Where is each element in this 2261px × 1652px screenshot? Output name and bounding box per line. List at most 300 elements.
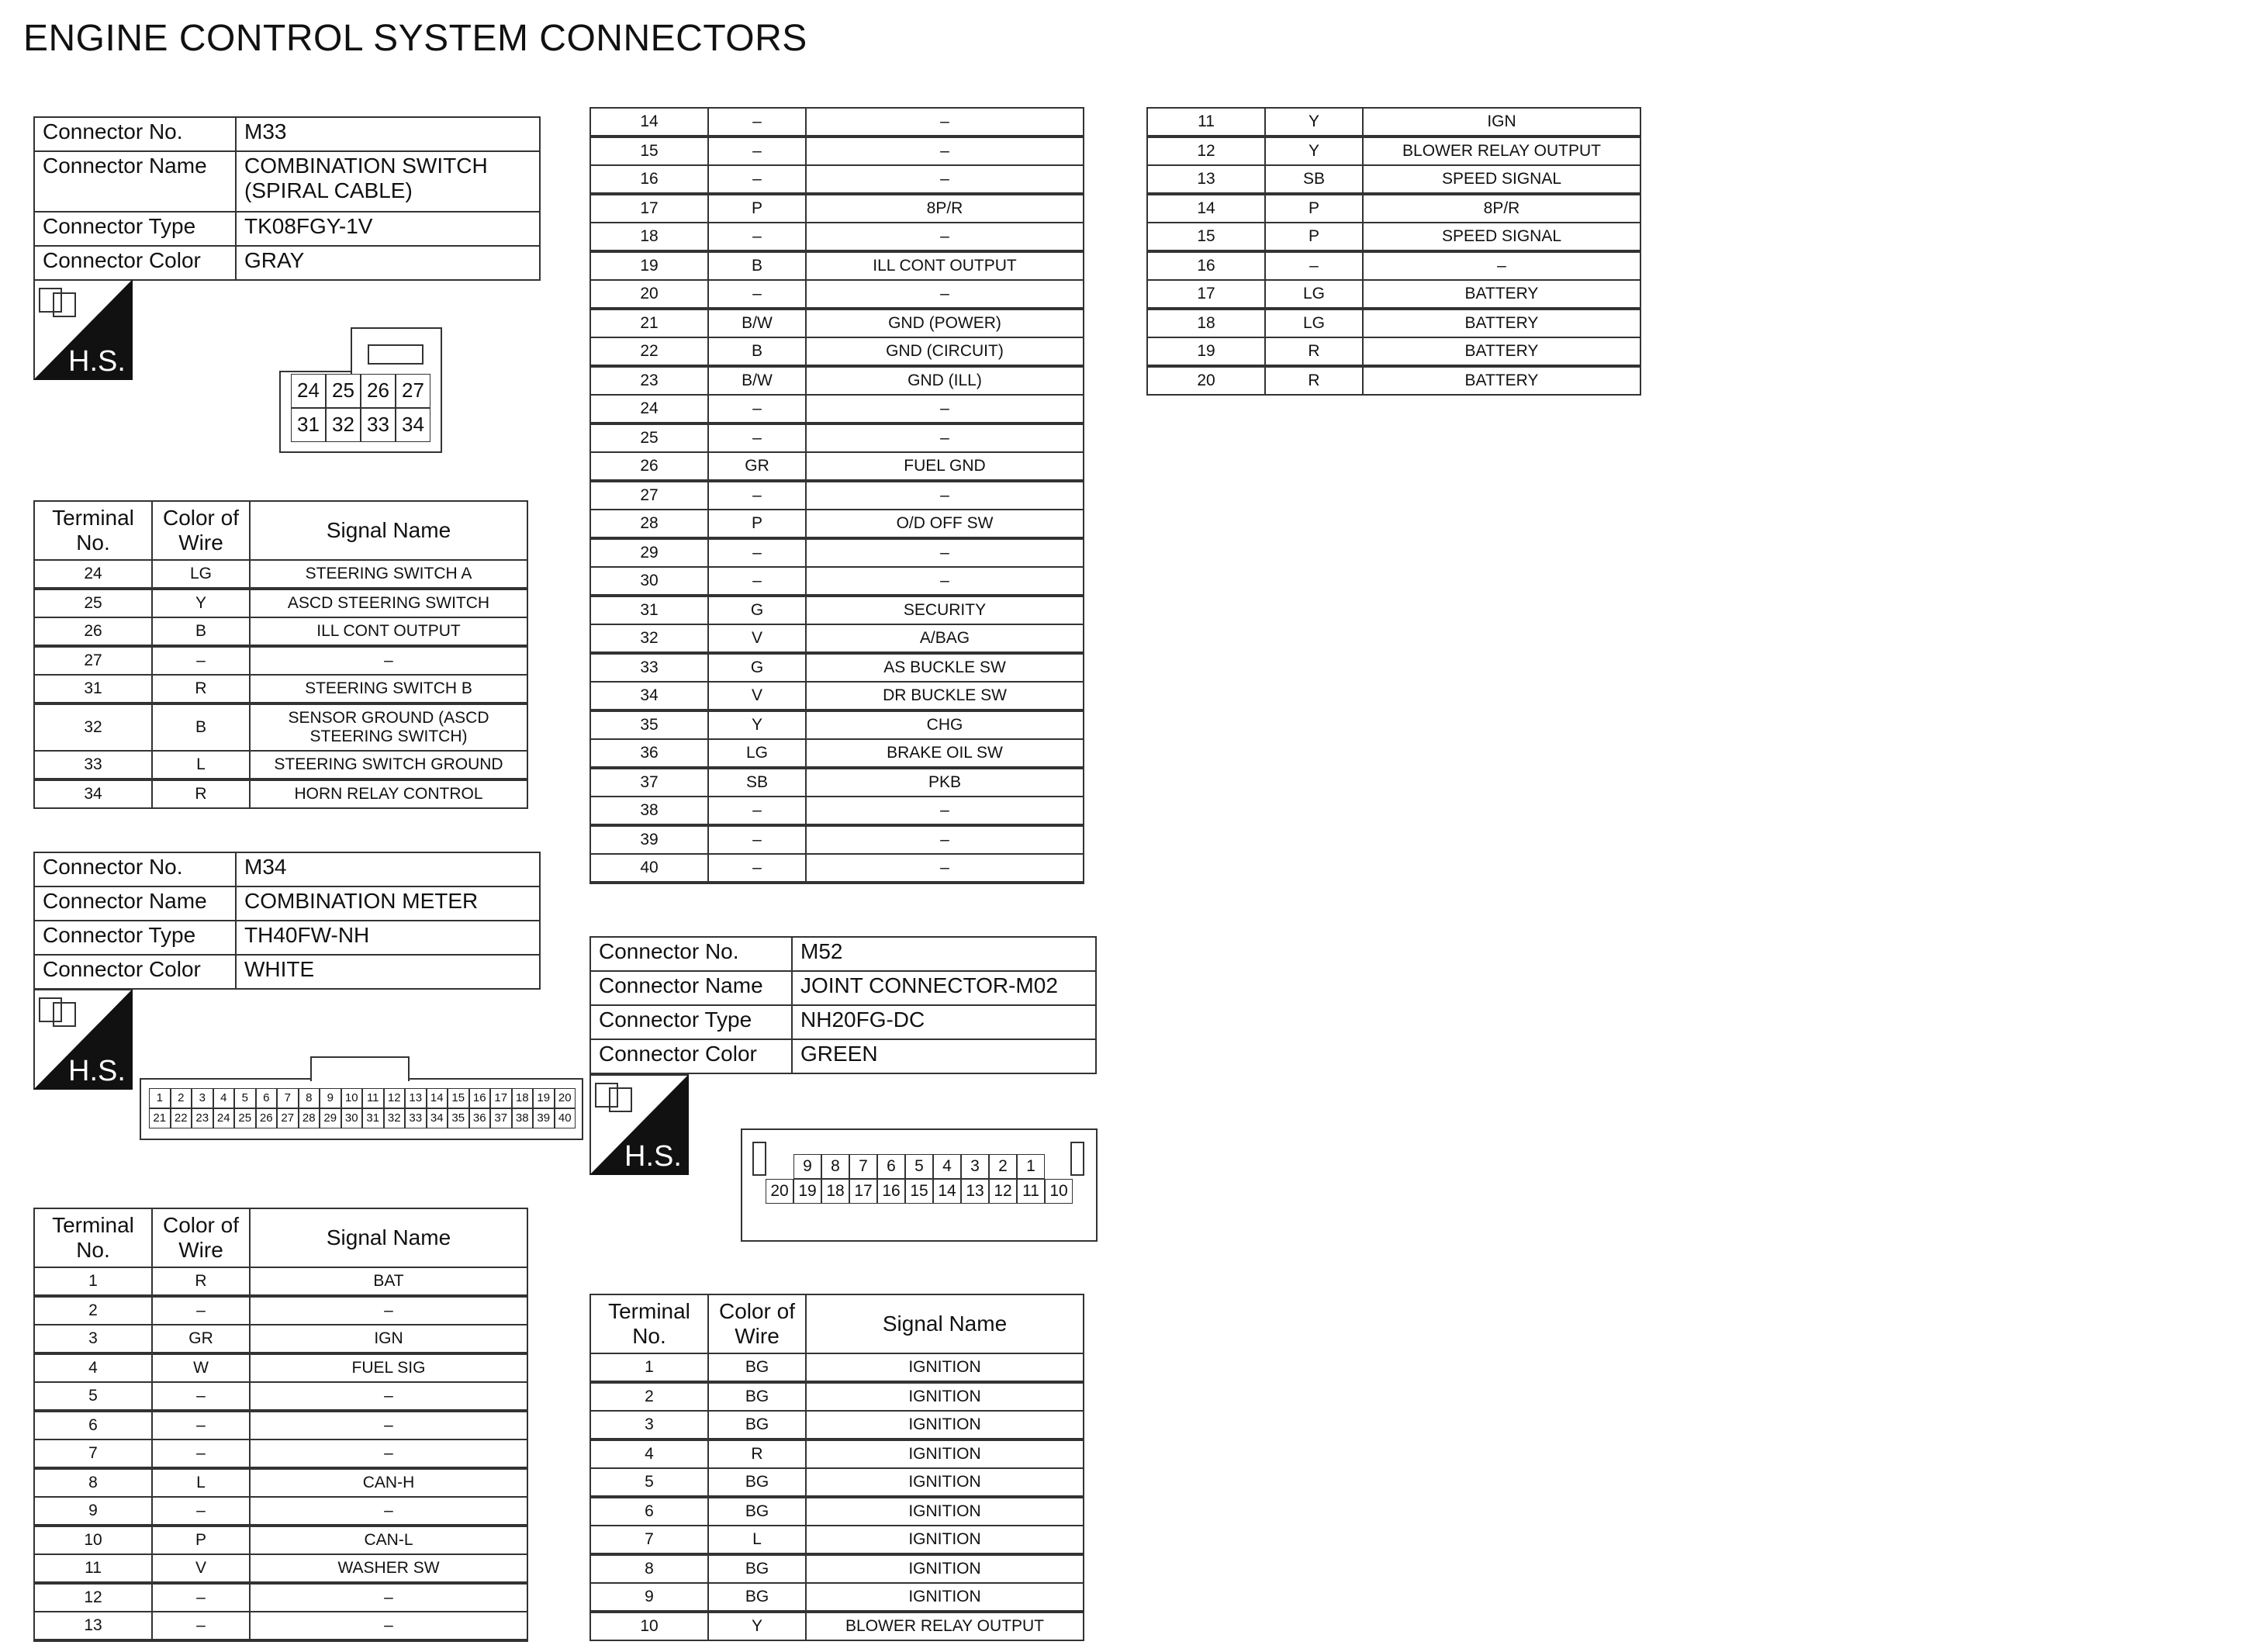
terminal-no: 9 <box>590 1583 708 1612</box>
connector-pin: 10 <box>341 1088 363 1108</box>
wire-color: B <box>708 251 806 280</box>
wire-color: B/W <box>708 309 806 337</box>
terminal-no: 20 <box>590 280 708 309</box>
wire-color: BG <box>708 1497 806 1526</box>
connector-pin: 14 <box>427 1088 448 1108</box>
table-row <box>590 710 1084 739</box>
wire-color: G <box>708 653 806 682</box>
connector-pin: 11 <box>1017 1179 1045 1204</box>
signal-name: – <box>806 423 1084 452</box>
connector-pin: 32 <box>326 408 361 442</box>
table-row <box>1147 337 1640 366</box>
m52-terminal-table-a <box>589 1294 1084 1641</box>
label-connector-type: Connector Type <box>34 921 236 955</box>
table-row <box>1147 309 1640 337</box>
terminal-no: 18 <box>1147 309 1265 337</box>
wire-color: P <box>1265 194 1363 223</box>
header-signal-name: Signal Name <box>250 501 527 560</box>
wire-color: – <box>152 1583 250 1612</box>
signal-name: – <box>806 538 1084 567</box>
wire-color: – <box>152 646 250 675</box>
terminal-no: 36 <box>590 739 708 768</box>
m52-no: M52 <box>792 937 1096 971</box>
m33-latch-window <box>368 344 424 365</box>
signal-name: – <box>250 1612 527 1640</box>
signal-name: STEERING SWITCH GROUND <box>250 751 527 779</box>
wire-color: – <box>708 280 806 309</box>
table-row <box>34 560 527 589</box>
terminal-no: 8 <box>590 1554 708 1583</box>
label-connector-name: Connector Name <box>590 971 792 1005</box>
terminal-no: 18 <box>590 223 708 251</box>
signal-name: IGNITION <box>806 1554 1084 1583</box>
table-row <box>34 1554 527 1583</box>
signal-name: – <box>806 481 1084 510</box>
table-row <box>1147 251 1640 280</box>
connector-pin: 7 <box>849 1154 877 1179</box>
terminal-no: 12 <box>34 1583 152 1612</box>
connector-pin: 20 <box>766 1179 793 1204</box>
connector-pin: 20 <box>555 1088 576 1108</box>
terminal-no: 21 <box>590 309 708 337</box>
connector-pin: 12 <box>384 1088 406 1108</box>
wire-color: R <box>152 1267 250 1296</box>
header-wire-color: Color of Wire <box>152 501 250 560</box>
connector-pin: 16 <box>877 1179 905 1204</box>
table-row <box>1147 223 1640 251</box>
signal-name: CAN-L <box>250 1526 527 1554</box>
signal-name: GND (ILL) <box>806 366 1084 395</box>
terminal-no: 5 <box>34 1382 152 1411</box>
hs-connector-icon <box>33 989 133 1090</box>
wire-color: – <box>152 1439 250 1468</box>
wire-color: B <box>152 617 250 646</box>
m33-name: COMBINATION SWITCH (SPIRAL CABLE) <box>236 151 540 212</box>
terminal-no: 2 <box>34 1296 152 1325</box>
connector-pin: 19 <box>793 1179 821 1204</box>
terminal-no: 26 <box>590 452 708 481</box>
connector-pin: 8 <box>299 1088 320 1108</box>
signal-name: – <box>806 825 1084 854</box>
wire-color: BG <box>708 1353 806 1382</box>
terminal-no: 4 <box>34 1353 152 1382</box>
wire-color: – <box>152 1411 250 1439</box>
connector-pin: 10 <box>1045 1179 1073 1204</box>
wire-color: Y <box>1265 137 1363 165</box>
terminal-no: 15 <box>590 137 708 165</box>
signal-name: SENSOR GROUND (ASCD STEERING SWITCH) <box>250 703 527 751</box>
table-row <box>590 309 1084 337</box>
table-row <box>590 1554 1084 1583</box>
header-wire-color: Color of Wire <box>152 1208 250 1267</box>
m52-guide-right <box>1070 1142 1084 1176</box>
table-row <box>590 337 1084 366</box>
signal-name: SPEED SIGNAL <box>1363 223 1640 251</box>
label-connector-type: Connector Type <box>34 212 236 246</box>
terminal-no: 11 <box>1147 108 1265 137</box>
signal-name: – <box>250 1583 527 1612</box>
wire-color: R <box>152 779 250 808</box>
signal-name: CAN-H <box>250 1468 527 1497</box>
terminal-no: 23 <box>590 366 708 395</box>
connector-pin: 6 <box>256 1088 278 1108</box>
table-row <box>34 703 527 751</box>
terminal-no: 27 <box>590 481 708 510</box>
signal-name: BATTERY <box>1363 337 1640 366</box>
table-row <box>590 538 1084 567</box>
signal-name: O/D OFF SW <box>806 510 1084 538</box>
wire-color: B <box>152 703 250 751</box>
connector-pin: 8 <box>821 1154 849 1179</box>
wire-color: P <box>152 1526 250 1554</box>
terminal-no: 33 <box>34 751 152 779</box>
hs-label: H.S. <box>624 1140 682 1173</box>
connector-pin: 26 <box>256 1108 278 1128</box>
m33-no: M33 <box>236 117 540 151</box>
connector-pin: 5 <box>234 1088 256 1108</box>
terminal-no: 32 <box>34 703 152 751</box>
table-row <box>590 1439 1084 1468</box>
wire-color: SB <box>708 768 806 797</box>
wire-color: R <box>1265 337 1363 366</box>
wire-color: – <box>708 165 806 194</box>
signal-name: BATTERY <box>1363 280 1640 309</box>
signal-name: IGNITION <box>806 1526 1084 1554</box>
connector-pin: 31 <box>362 1108 384 1128</box>
terminal-no: 39 <box>590 825 708 854</box>
signal-name: IGN <box>1363 108 1640 137</box>
connector-pin: 3 <box>192 1088 213 1108</box>
signal-name: BAT <box>250 1267 527 1296</box>
terminal-no: 29 <box>590 538 708 567</box>
table-row <box>590 653 1084 682</box>
header-signal-name: Signal Name <box>806 1294 1084 1353</box>
table-row <box>590 223 1084 251</box>
wire-color: – <box>708 825 806 854</box>
table-row <box>34 1468 527 1497</box>
wire-color: P <box>708 194 806 223</box>
terminal-no: 40 <box>590 854 708 883</box>
signal-name: – <box>806 223 1084 251</box>
signal-name: FUEL SIG <box>250 1353 527 1382</box>
terminal-no: 38 <box>590 797 708 825</box>
table-row <box>590 1411 1084 1439</box>
terminal-no: 32 <box>590 624 708 653</box>
terminal-no: 24 <box>590 395 708 423</box>
connector-pin: 24 <box>213 1108 235 1128</box>
signal-name: IGNITION <box>806 1583 1084 1612</box>
signal-name: IGNITION <box>806 1468 1084 1497</box>
wire-color: Y <box>708 1612 806 1640</box>
table-row <box>34 1583 527 1612</box>
m34-name: COMBINATION METER <box>236 886 540 921</box>
table-row <box>34 779 527 808</box>
table-row <box>590 739 1084 768</box>
header-terminal: Terminal No. <box>34 501 152 560</box>
connector-pin: 34 <box>396 408 430 442</box>
table-row <box>590 1612 1084 1640</box>
terminal-no: 16 <box>590 165 708 194</box>
wire-color: – <box>152 1497 250 1526</box>
wire-color: W <box>152 1353 250 1382</box>
table-row <box>590 452 1084 481</box>
wire-color: Y <box>708 710 806 739</box>
m33-type: TK08FGY-1V <box>236 212 540 246</box>
table-row <box>1147 366 1640 395</box>
connector-pin: 29 <box>320 1108 341 1128</box>
terminal-no: 13 <box>1147 165 1265 194</box>
connector-pin: 4 <box>933 1154 961 1179</box>
table-row <box>590 1382 1084 1411</box>
table-row <box>590 251 1084 280</box>
table-row <box>590 1526 1084 1554</box>
table-row <box>590 137 1084 165</box>
connector-pin: 9 <box>793 1154 821 1179</box>
terminal-no: 17 <box>590 194 708 223</box>
connector-pin: 27 <box>396 374 430 408</box>
terminal-no: 30 <box>590 567 708 596</box>
connector-pin: 4 <box>213 1088 235 1108</box>
wire-color: – <box>152 1296 250 1325</box>
wire-color: L <box>152 751 250 779</box>
table-row <box>34 675 527 703</box>
wire-color: V <box>708 624 806 653</box>
signal-name: BATTERY <box>1363 309 1640 337</box>
m33-terminal-table <box>33 500 528 809</box>
wire-color: R <box>1265 366 1363 395</box>
connector-pin: 9 <box>320 1088 341 1108</box>
terminal-no: 34 <box>34 779 152 808</box>
wire-color: – <box>708 797 806 825</box>
connector-pin: 7 <box>277 1088 299 1108</box>
terminal-no: 14 <box>1147 194 1265 223</box>
table-row <box>34 1353 527 1382</box>
terminal-no: 22 <box>590 337 708 366</box>
signal-name: ILL CONT OUTPUT <box>806 251 1084 280</box>
connector-pin: 11 <box>362 1088 384 1108</box>
label-connector-type: Connector Type <box>590 1005 792 1039</box>
m52-terminal-table-b <box>1146 107 1641 396</box>
table-row <box>590 825 1084 854</box>
connector-pin: 34 <box>427 1108 448 1128</box>
terminal-no: 35 <box>590 710 708 739</box>
signal-name: HORN RELAY CONTROL <box>250 779 527 808</box>
connector-pin: 2 <box>171 1088 192 1108</box>
terminal-no: 37 <box>590 768 708 797</box>
m34-terminal-table-b <box>589 107 1084 884</box>
table-row <box>34 617 527 646</box>
terminal-no: 1 <box>590 1353 708 1382</box>
table-row <box>34 646 527 675</box>
connector-pin: 39 <box>533 1108 555 1128</box>
connector-pin: 16 <box>469 1088 491 1108</box>
wire-color: – <box>152 1612 250 1640</box>
terminal-no: 19 <box>590 251 708 280</box>
wire-color: LG <box>152 560 250 589</box>
wire-color: B/W <box>708 366 806 395</box>
m33-color: GRAY <box>236 246 540 280</box>
connector-pin: 3 <box>961 1154 989 1179</box>
label-connector-name: Connector Name <box>34 886 236 921</box>
table-row <box>590 682 1084 710</box>
table-row <box>34 1497 527 1526</box>
connector-pin: 25 <box>326 374 361 408</box>
signal-name: BLOWER RELAY OUTPUT <box>1363 137 1640 165</box>
m52-guide-left <box>752 1142 766 1176</box>
terminal-no: 4 <box>590 1439 708 1468</box>
signal-name: – <box>806 137 1084 165</box>
connector-pin: 22 <box>171 1108 192 1128</box>
signal-name: BRAKE OIL SW <box>806 739 1084 768</box>
wire-color: – <box>708 567 806 596</box>
signal-name: CHG <box>806 710 1084 739</box>
signal-name: – <box>250 1497 527 1526</box>
wire-color: SB <box>1265 165 1363 194</box>
table-row <box>34 1296 527 1325</box>
connector-pin: 18 <box>821 1179 849 1204</box>
m33-info-table <box>33 116 541 281</box>
wire-color: – <box>708 223 806 251</box>
table-row <box>1147 108 1640 137</box>
hs-connector-icon <box>33 279 133 380</box>
terminal-no: 11 <box>34 1554 152 1583</box>
table-row <box>590 165 1084 194</box>
signal-name: ASCD STEERING SWITCH <box>250 589 527 617</box>
connector-pin: 38 <box>512 1108 534 1128</box>
wire-color: LG <box>1265 309 1363 337</box>
signal-name: – <box>250 1382 527 1411</box>
header-terminal: Terminal No. <box>34 1208 152 1267</box>
connector-pin: 25 <box>234 1108 256 1128</box>
signal-name: IGN <box>250 1325 527 1353</box>
label-connector-color: Connector Color <box>34 955 236 989</box>
m52-name: JOINT CONNECTOR-M02 <box>792 971 1096 1005</box>
signal-name: BATTERY <box>1363 366 1640 395</box>
wire-color: L <box>152 1468 250 1497</box>
wire-color: – <box>708 395 806 423</box>
table-row <box>590 567 1084 596</box>
signal-name: 8P/R <box>1363 194 1640 223</box>
terminal-no: 16 <box>1147 251 1265 280</box>
table-row <box>34 1325 527 1353</box>
connector-pin: 36 <box>469 1108 491 1128</box>
connector-pin: 27 <box>277 1108 299 1128</box>
signal-name: GND (CIRCUIT) <box>806 337 1084 366</box>
connector-pin: 12 <box>989 1179 1017 1204</box>
connector-pin: 23 <box>192 1108 213 1128</box>
label-connector-color: Connector Color <box>590 1039 792 1073</box>
table-row <box>34 589 527 617</box>
signal-name: FUEL GND <box>806 452 1084 481</box>
connector-pin: 32 <box>384 1108 406 1128</box>
wire-color: L <box>708 1526 806 1554</box>
m52-type: NH20FG-DC <box>792 1005 1096 1039</box>
terminal-no: 31 <box>590 596 708 624</box>
terminal-no: 28 <box>590 510 708 538</box>
terminal-no: 31 <box>34 675 152 703</box>
wire-color: – <box>708 538 806 567</box>
terminal-no: 7 <box>590 1526 708 1554</box>
wire-color: R <box>152 675 250 703</box>
wire-color: BG <box>708 1468 806 1497</box>
m34-terminal-table-a <box>33 1208 528 1642</box>
m52-info-table <box>589 936 1097 1074</box>
connector-pin: 13 <box>405 1088 427 1108</box>
wire-color: LG <box>1265 280 1363 309</box>
label-connector-name: Connector Name <box>34 151 236 212</box>
signal-name: DR BUCKLE SW <box>806 682 1084 710</box>
connector-pin: 17 <box>490 1088 512 1108</box>
terminal-no: 26 <box>34 617 152 646</box>
signal-name: GND (POWER) <box>806 309 1084 337</box>
wire-color: P <box>708 510 806 538</box>
table-row <box>590 395 1084 423</box>
label-connector-color: Connector Color <box>34 246 236 280</box>
table-row <box>590 624 1084 653</box>
connector-pin: 28 <box>299 1108 320 1128</box>
wire-color: P <box>1265 223 1363 251</box>
label-connector-no: Connector No. <box>590 937 792 971</box>
terminal-no: 25 <box>590 423 708 452</box>
table-row <box>590 1353 1084 1382</box>
hs-label: H.S. <box>68 1055 126 1087</box>
m34-type: TH40FW-NH <box>236 921 540 955</box>
wire-color: GR <box>708 452 806 481</box>
terminal-no: 3 <box>590 1411 708 1439</box>
header-terminal: Terminal No. <box>590 1294 708 1353</box>
wire-color: – <box>708 137 806 165</box>
signal-name: – <box>806 797 1084 825</box>
terminal-no: 3 <box>34 1325 152 1353</box>
wire-color: R <box>708 1439 806 1468</box>
connector-pin: 30 <box>341 1108 363 1128</box>
wire-color: BG <box>708 1382 806 1411</box>
header-signal-name: Signal Name <box>250 1208 527 1267</box>
table-row <box>590 854 1084 883</box>
connector-pin: 31 <box>291 408 326 442</box>
signal-name: A/BAG <box>806 624 1084 653</box>
connector-pin: 15 <box>905 1179 933 1204</box>
hs-label: H.S. <box>68 345 126 378</box>
connector-pin: 19 <box>533 1088 555 1108</box>
table-row <box>590 481 1084 510</box>
terminal-no: 10 <box>34 1526 152 1554</box>
table-row <box>34 1439 527 1468</box>
table-row <box>34 1411 527 1439</box>
signal-name: IGNITION <box>806 1497 1084 1526</box>
wire-color: – <box>708 108 806 137</box>
table-row <box>590 768 1084 797</box>
connector-pin: 15 <box>448 1088 469 1108</box>
wire-color: V <box>152 1554 250 1583</box>
connector-pin: 13 <box>961 1179 989 1204</box>
wire-color: BG <box>708 1411 806 1439</box>
table-row <box>590 797 1084 825</box>
table-row <box>590 510 1084 538</box>
connector-pin: 17 <box>849 1179 877 1204</box>
table-row <box>590 280 1084 309</box>
table-row <box>590 1583 1084 1612</box>
connector-pin: 24 <box>291 374 326 408</box>
signal-name: AS BUCKLE SW <box>806 653 1084 682</box>
signal-name: ILL CONT OUTPUT <box>250 617 527 646</box>
signal-name: IGNITION <box>806 1382 1084 1411</box>
signal-name: – <box>806 165 1084 194</box>
m34-color: WHITE <box>236 955 540 989</box>
table-row <box>34 1382 527 1411</box>
terminal-no: 20 <box>1147 366 1265 395</box>
table-row <box>1147 280 1640 309</box>
